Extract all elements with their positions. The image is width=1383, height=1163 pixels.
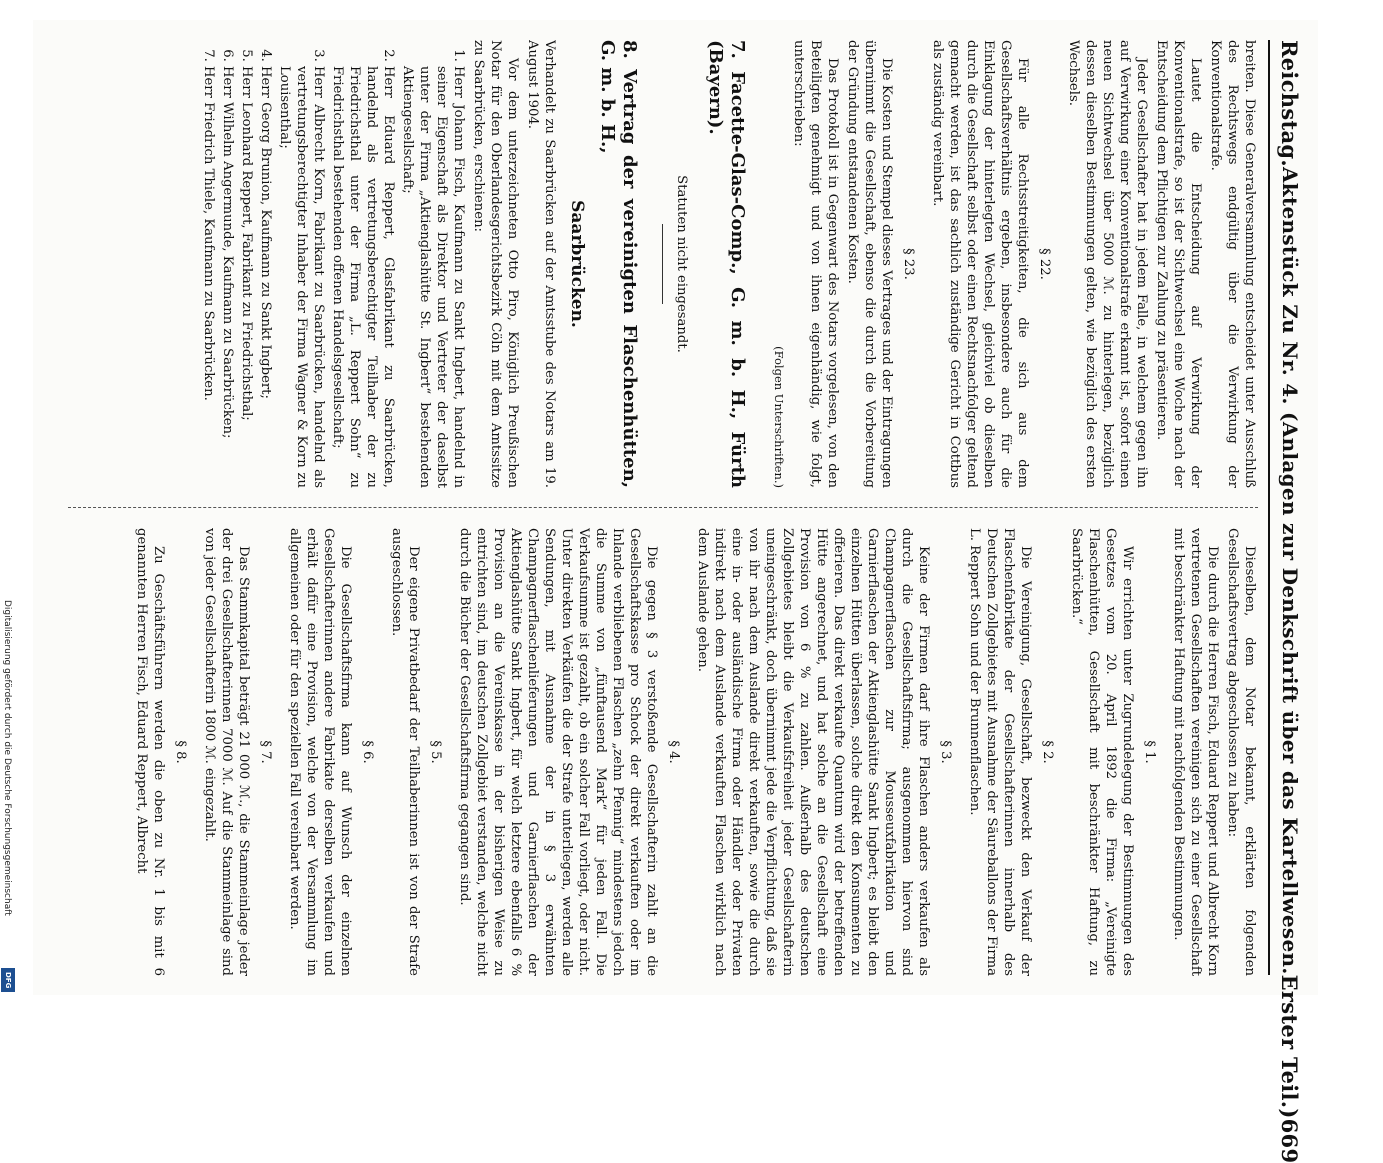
header-right-label: Erster Teil.) (1277, 974, 1303, 1119)
header-left: Reichstag. (1277, 40, 1303, 167)
section-23-heading: § 23. (901, 248, 916, 280)
signatures-note: (Folgen Unterschriften.) (772, 346, 786, 488)
scanned-page (33, 20, 1318, 1163)
section-4-heading: § 4. (666, 740, 681, 764)
section-8-place: Verhandelt zu Saarbrücken auf der Amtsstube des Notars am 19. August 1904. (525, 40, 557, 488)
section-5-text: Der eigene Privatbedarf der Teilhaberinnen ist von der Strafe ausgeschlossen. (389, 528, 421, 976)
left-intro-paragraph: Jeder Gesellschafter hat in jedem Falle, in welchem gegen ihn auf Verwirkung einer Konventionalstrafe erkannt ist, sofort einen neuen Sichtwechsel über 5000 ℳ. zu hinterlegen, bezüglich dessen dieselben Bestimmungen gelten, wie bezüglich des ersten Wechsels. (1066, 40, 1149, 488)
digitization-credit (0, 600, 16, 1000)
section-7-note: Statuten nicht eingesandt. (674, 175, 689, 353)
section-8-text: Zu Geschäftsführern werden die oben zu Nr. 1 bis mit 6 genannten Herren Fisch, Eduard Reppert, Albrecht (134, 528, 166, 976)
section-23-paragraph: Die Kosten und Stempel dieses Vertrages und der Eintragungen übernimmt die Gesellschaft, ebenso die durch die Vorbereitung der Gründung entstandenen Kosten. (845, 40, 894, 488)
section-1-text: Wir errichten unter Zugrundelegung der Bestimmungen des Gesetzes vom 20. April 1892 die Firma: „Vereinigte Flaschenhütten, Gesellschaft mit beschränkter Haftung, zu Saarbrücken.“ (1069, 528, 1135, 976)
section-1-heading: § 1. (1142, 740, 1157, 764)
section-4-text: Die gegen § 3 verstoßende Gesellschafterin zahlt an die Gesellschaftskasse pro Schock der direkt verkauften oder im Inlande verbliebenen Flaschen „zehn Pfennig“ mindestens jedoch die Summe von „fünftausend Mark“ für jeden Fall. Die Verkaufsumme ist gezahlt, ob ein solcher Fall vorliegt, oder nicht. Unter direkten Verkäufen die der Strafe unterliegen, werden alle Sendungen, mit Ausnahme der in § 3 erwähnten Champagnerflaschenlieferungen und Garnierflaschen der Aktienglashütte Sankt Ingbert, für welch letztere ebenfalls 6 % Provision an die Vereinskasse in der bisherigen Weise zu entrichten sind, im deutschen Zollgebiet verstanden, welche nicht durch die Bücher der Gesellschaftsfirma gegangen sind. (457, 528, 659, 976)
credit-text: Digitalisierung gefördert durch die Deutsche Forschungsgemeinschaft (2, 600, 12, 916)
party-item: 7. Herr Friedrich Thiele, Kaufmann zu Saarbrücken. (200, 66, 217, 488)
section-7-heading: § 7. (258, 740, 273, 764)
section-8-heading: § 8. (173, 740, 188, 764)
section-3-text: Keine der Firmen darf ihre Flaschen anders verkaufen als durch die Gesellschaftsfirma; ausgenommen hiervon sind Champagnerflaschen zur Mousseuxfabrikation und Garnierflaschen der Aktienglashütte Sankt Ingbert; es bleibt den einzelnen Hütten überlassen, solche direkt den Konsumenten zu offerieren. Das direkt verkaufte Quantum wird der betreffenden Hütte angerechnet, und hat solche an die Gesellschaft eine Provision von 6 % zu zahlen. Außerhalb des deutschen Zollgebietes bleibt die Verkaufsfreiheit jeder Gesellschafterin uneingeschränkt, doch übernimmt jede die Verpflichtung, daß sie von ihr nach dem Auslande direkt verkauften, sowie die durch eine in- oder ausländische Firma oder Händler oder Privaten indirekt nach dem Auslande verkauften Flaschen wirklich nach dem Auslande gehen. (695, 528, 931, 976)
page-number: 669 (1277, 1118, 1303, 1163)
section-2-heading: § 2. (1040, 740, 1055, 764)
section-23-paragraph: Das Protokoll ist in Gegenwart des Notars vorgelesen, von den Beteiligten genehmigt und von ihnen eigenhändig, wie folgt, unterschrieben: (791, 40, 840, 488)
party-item: 2. Herr Eduard Reppert, Glasfabrikant zu Saarbrücken, handelnd als vertretungsberechtigter Teilhaber der zu Friedrichsthal unter der Firma „L. Reppert Sohn“ zu Friedrichsthal bestehenden offenen Handelsgesellschaft; (329, 66, 397, 488)
left-intro-paragraph: breiten. Diese Generalversammlung entscheidet unter Ausschluß des Rechtswegs endgültig über die Verwirkung der Konventionalstrafe. (1208, 40, 1257, 488)
page-header (1268, 40, 1310, 1163)
section-3-heading: § 3. (938, 740, 953, 764)
parties-list (200, 40, 467, 488)
section-6-text: Die Gesellschaftsfirma kann auf Wunsch der einzelnen Gesellschafterinnen andere Fabrikate derselben verkaufen und erhält dafür eine Provision, welche von der Versammlung im allgemeinen oder für den speziellen Fall vereinbart werden. (287, 528, 353, 976)
header-center: Aktenstück Zu Nr. 4. (Anlagen zur Denkschrift über das Kartellwesen. (1278, 166, 1302, 975)
right-column (68, 528, 1258, 976)
column-divider (68, 507, 1258, 508)
section-22-text: Für alle Rechtsstreitigkeiten, die sich aus dem Gesellschaftsverhältnis ergeben, insbesondere auch für die Einklagung der hinterlegten Wechsel, gleichviel ob dieselben durch die Gesellschaft selbst oder einen Rechtsnachfolger geltend gemacht werden, ist das sachlich zuständige Gericht in Cottbus als zuständig vereinbart. (930, 40, 1030, 488)
party-item: 5. Herr Leonhard Reppert, Fabrikant zu Friedrichsthal; (238, 66, 255, 488)
section-5-heading: § 5. (428, 740, 443, 764)
section-8-intro: Vor dem unterzeichneten Otto Piro, Königlich Preußischen Notar für den Oberlandesgerichtsbezirk Cöln mit dem Amtssitze zu Saarbrücken, erschienen: (471, 40, 520, 488)
left-intro-paragraph: Lautet die Entscheidung auf Verwirkung der Konventionalstrafe, so ist der Sichtwechsel eine Woche nach der Entscheidung dem Pflichtigen zur Zahlung zu präsentieren. (1154, 40, 1203, 488)
party-item: 4. Herr Georg Brunion, Kaufmann zu Sankt Ingbert; (257, 66, 274, 488)
section-8-city: Saarbrücken. (567, 200, 587, 328)
left-column (68, 40, 1258, 488)
party-item: 3. Herr Albrecht Korn, Fabrikant zu Saarbrücken, handelnd als vertretungsberechtigter Inhaber der Firma Wagner & Korn zu Louisenthal; (276, 66, 327, 488)
party-item: 6. Herr Wilhelm Angermunde, Kaufmann zu Saarbrücken; (219, 66, 236, 488)
section-7-text: Das Stammkapital beträgt 21 000 ℳ., die Stammeinlage jeder der drei Gesellschafterinnen 7000 ℳ. Auf die Stammeinlage sind von jeder Gesellschafterin 1800 ℳ. eingezahlt. (202, 528, 251, 976)
dfg-logo-icon: DFG (1, 968, 15, 992)
party-item: 1. Herr Johann Fisch, Kaufmann zu Sankt Ingbert, handelnd in seiner Eigenschaft als Direktor und Vertreter der daselbst unter der Firma „Aktienglashütte St. Ingbert“ bestehenden Aktiengesellschaft; (399, 66, 467, 488)
section-divider-rule (662, 224, 663, 304)
right-intro-paragraph: Dieselben, dem Notar bekannt, erklärten folgenden Gesellschaftsvertrag abgeschlossen zu haben: (1225, 528, 1257, 976)
section-22-heading: § 22. (1037, 248, 1052, 280)
section-7-title: 7. Facette-Glas-Comp., G. m. b. H., Fürth (Bayern). (705, 40, 748, 488)
section-6-heading: § 6. (360, 740, 375, 764)
section-8-title: 8. Vertrag der vereinigten Flaschenhütten, G. m. b. H., (597, 40, 640, 488)
right-intro-paragraph: Die durch die Herren Fisch, Eduard Reppert und Albrecht Korn vertretenen Gesellschaften vereinigen sich zu einer Gesellschaft mit beschränkter Haftung mit nachfolgenden Bestimmungen. (1171, 528, 1220, 976)
section-2-text: Die Vereinigung, Gesellschaft, bezweckt den Verkauf der Flaschenfabrikate der Gesellschafterinnen innerhalb des Deutschen Zollgebietes mit Ausnahme der Säureballons der Firma L. Reppert Sohn und der Brunnenflaschen. (967, 528, 1033, 976)
